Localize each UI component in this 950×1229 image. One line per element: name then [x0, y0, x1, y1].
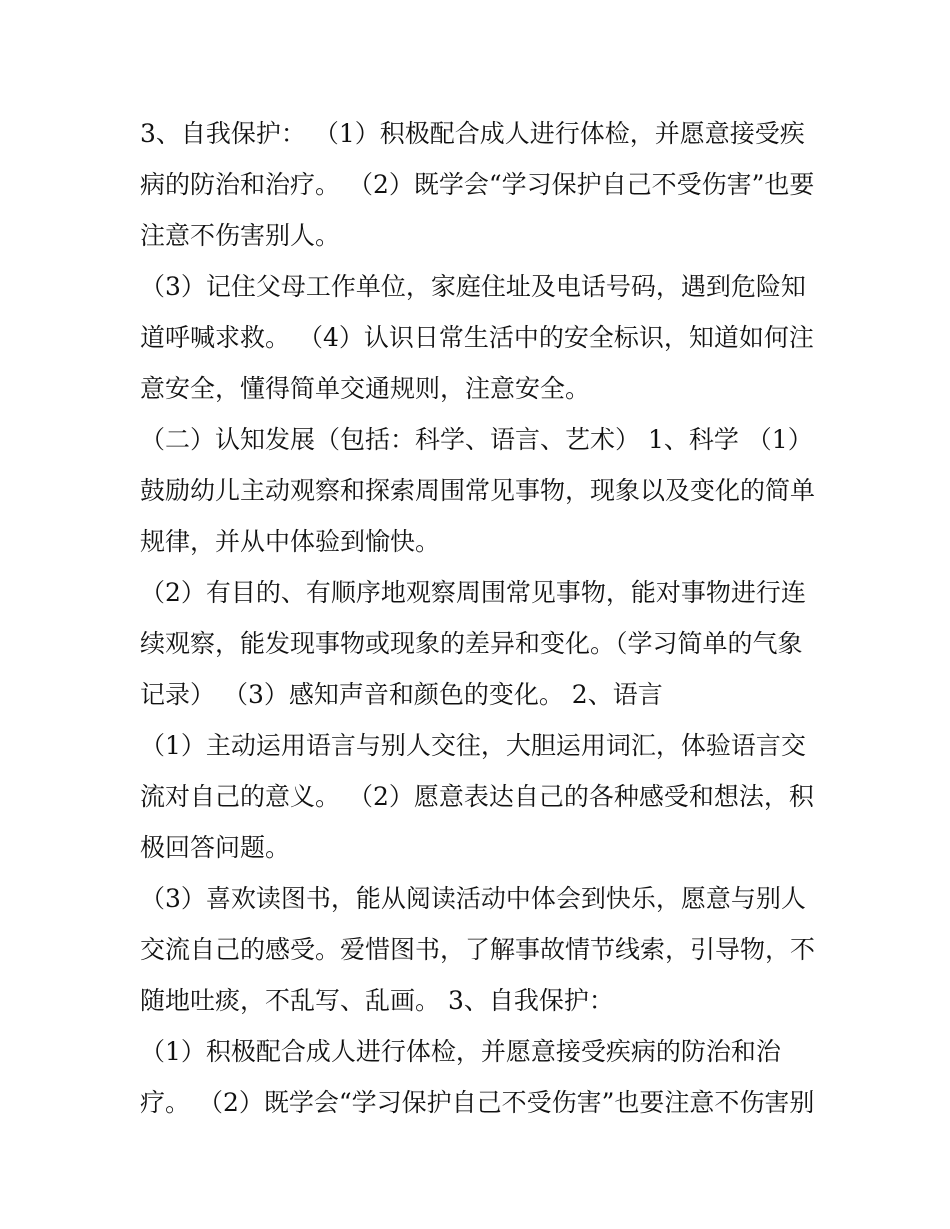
text-line: 流对自己的意义。 （2）愿意表达自己的各种感受和想法，积	[140, 782, 814, 811]
text-line: 极回答问题。	[140, 833, 291, 862]
text-line: 续观察，能发现事物或现象的差异和变化。（学习简单的气象	[140, 629, 803, 658]
text-line: 记录） （3）感知声音和颜色的变化。 2、语言	[140, 680, 663, 709]
text-line: （二）认知发展（包括：科学、语言、艺术） 1、科学 （1）	[140, 425, 813, 454]
text-line: （2）有目的、有顺序地观察周围常见事物，能对事物进行连	[140, 578, 806, 607]
body-text	[140, 108, 820, 1128]
text-line: （1）积极配合成人进行体检，并愿意接受疾病的防治和治	[140, 1037, 781, 1066]
text-line: （3）喜欢读图书，能从阅读活动中体会到快乐，愿意与别人	[140, 884, 806, 913]
text-line: （3）记住父母工作单位，家庭住址及电话号码，遇到危险知	[140, 272, 806, 301]
text-line: 道呼喊求救。 （4）认识日常生活中的安全标识，知道如何注	[140, 323, 814, 352]
text-line: 鼓励幼儿主动观察和探索周围常见事物，现象以及变化的简单	[140, 476, 816, 505]
text-line: 随地吐痰，不乱写、乱画。 3、自我保护：	[140, 986, 614, 1015]
text-line: 病的防治和治疗。 （2）既学会“学习保护自己不受伤害”也要	[140, 170, 815, 199]
text-line: 交流自己的感受。爱惜图书，了解事故情节线索，引导物，不	[140, 935, 816, 964]
text-line: 3、自我保护： （1）积极配合成人进行体检，并愿意接受疾	[140, 119, 805, 148]
text-line: （1）主动运用语言与别人交往，大胆运用词汇，体验语言交	[140, 731, 806, 760]
text-line: 规律，并从中体验到愉快。	[140, 527, 441, 556]
text-line: 注意不伤害别人。	[140, 221, 341, 250]
text-line: 意安全，懂得简单交通规则，注意安全。	[140, 374, 591, 403]
text-line: 疗。 （2）既学会“学习保护自己不受伤害”也要注意不伤害别	[140, 1088, 815, 1117]
